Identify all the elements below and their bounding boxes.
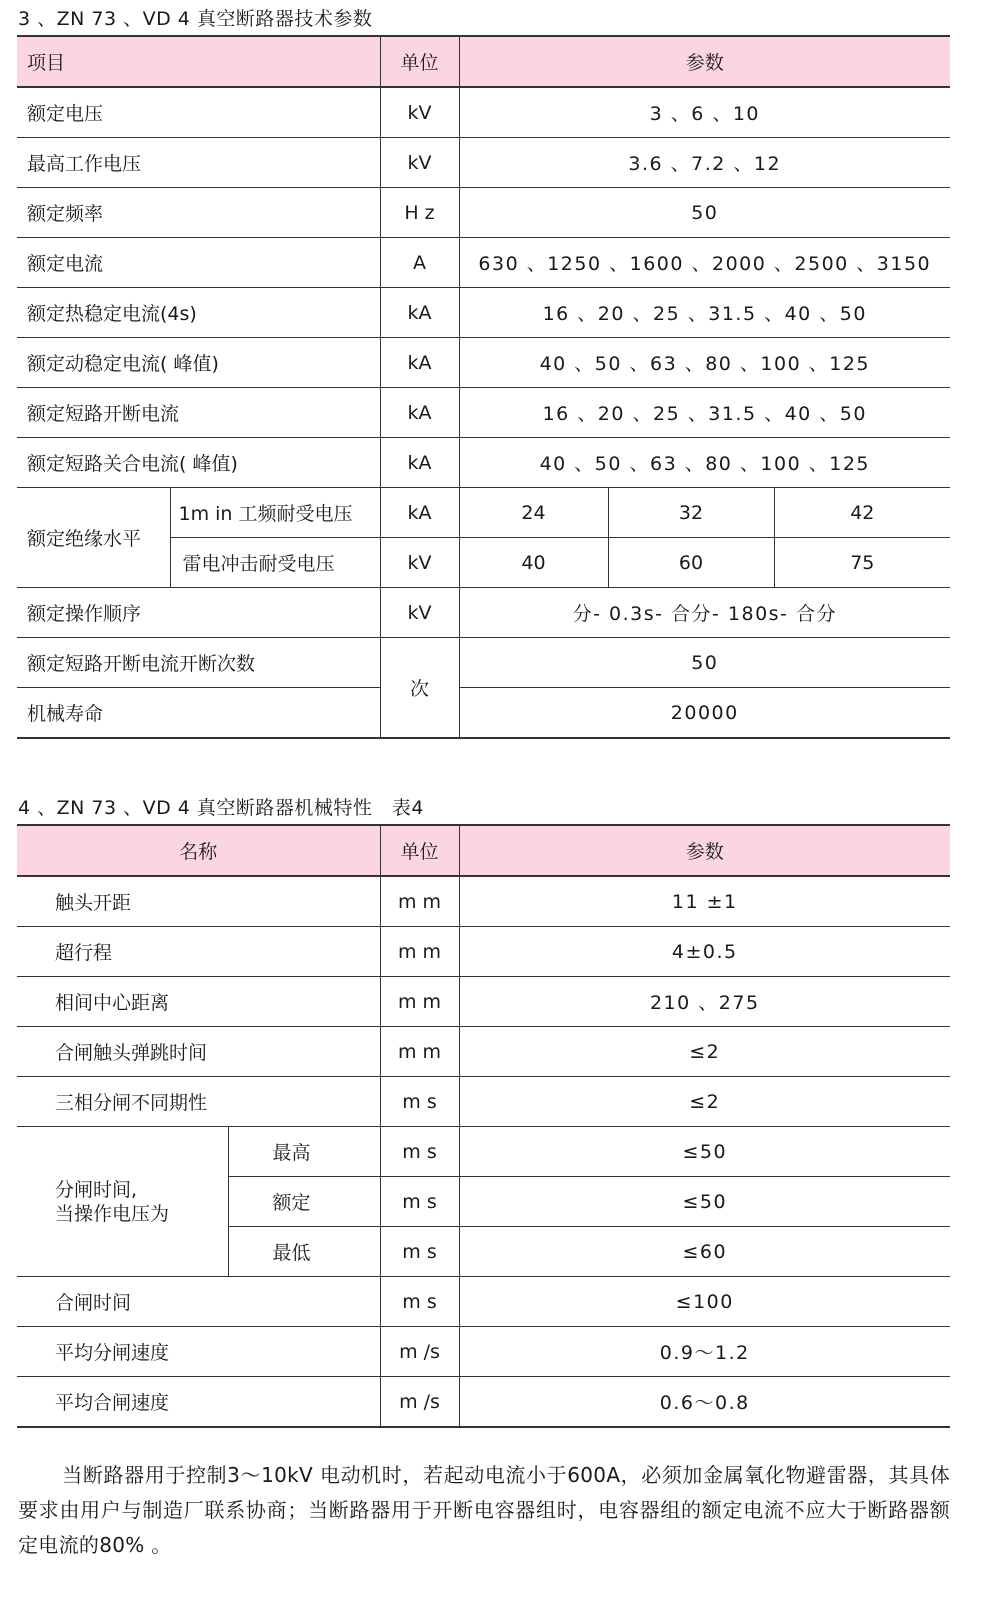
insulation-label: 额定绝缘水平	[17, 488, 170, 588]
row-unit: m s	[380, 1177, 459, 1227]
table-row	[17, 1027, 950, 1077]
table1-header-row	[17, 36, 950, 87]
table-row	[17, 876, 950, 927]
table-row	[17, 927, 950, 977]
row-param: 分- 0.3s- 合分- 180s- 合分	[459, 588, 950, 638]
row-unit: A	[380, 238, 459, 288]
row-unit: m s	[380, 1077, 459, 1127]
row-item: 额定短路关合电流( 峰值)	[17, 438, 380, 488]
row-unit: kA	[380, 438, 459, 488]
row-item: 额定电流	[17, 238, 380, 288]
row-param: 3 、6 、10	[459, 87, 950, 138]
row-param: ≤50	[459, 1177, 950, 1227]
header-name: 名称	[17, 825, 380, 876]
row-unit: kV	[380, 87, 459, 138]
technical-parameters-table	[17, 35, 950, 739]
header-param: 参数	[459, 36, 950, 87]
insulation-sub-unit: kV	[380, 538, 459, 588]
usage-note	[18, 1458, 950, 1563]
opening-time-label-text: 分闸时间, 当操作电压为	[55, 1178, 170, 1225]
table-row	[17, 338, 950, 388]
table1-title: 3 、ZN 73 、VD 4 真空断路器技术参数	[18, 8, 373, 30]
row-param: 16 、20 、25 、31.5 、40 、50	[459, 388, 950, 438]
table2-header-row	[17, 825, 950, 876]
row-item: 额定操作顺序	[17, 588, 380, 638]
row-unit: m m	[380, 1027, 459, 1077]
opening-sub-name: 额定	[228, 1177, 380, 1227]
insulation-value: 42	[774, 488, 950, 538]
row-name: 超行程	[17, 927, 380, 977]
note-text: 当断路器用于控制3～10kV 电动机时，若起动电流小于600A，必须加金属氧化物避雷器，其具体要求由用户与制造厂联系协商；当断路器用于开断电容器组时，电容器组的额定电流不应大于断路器额定电流的80% 。	[18, 1463, 950, 1557]
row-param: 50	[459, 638, 950, 688]
row-param: ≤60	[459, 1227, 950, 1277]
count-unit: 次	[380, 638, 459, 739]
row-item: 额定短路开断电流	[17, 388, 380, 438]
row-item: 额定电压	[17, 87, 380, 138]
insulation-value: 75	[774, 538, 950, 588]
header-param: 参数	[459, 825, 950, 876]
header-unit: 单位	[380, 825, 459, 876]
row-item: 额定热稳定电流(4s)	[17, 288, 380, 338]
insulation-value: 24	[459, 488, 608, 538]
row-unit: m /s	[380, 1377, 459, 1428]
row-unit: m m	[380, 977, 459, 1027]
table-row	[17, 1277, 950, 1327]
row-name: 触头开距	[17, 876, 380, 927]
table2-title: 4 、ZN 73 、VD 4 真空断路器机械特性 表4	[18, 797, 424, 819]
table-row	[17, 188, 950, 238]
table-row	[17, 588, 950, 638]
opening-sub-name: 最高	[228, 1127, 380, 1177]
insulation-sub-unit: kA	[380, 488, 459, 538]
row-unit: m /s	[380, 1327, 459, 1377]
row-param: 20000	[459, 688, 950, 739]
table-row	[17, 1327, 950, 1377]
row-unit: m s	[380, 1227, 459, 1277]
row-param: 16 、20 、25 、31.5 、40 、50	[459, 288, 950, 338]
row-name: 平均分闸速度	[17, 1327, 380, 1377]
table-row	[17, 238, 950, 288]
row-unit: m s	[380, 1277, 459, 1327]
row-param: ≤2	[459, 1077, 950, 1127]
table-row	[17, 388, 950, 438]
row-unit: kV	[380, 138, 459, 188]
row-item: 额定动稳定电流( 峰值)	[17, 338, 380, 388]
row-item: 额定短路开断电流开断次数	[17, 638, 380, 688]
row-param: ≤2	[459, 1027, 950, 1077]
row-param: 4±0.5	[459, 927, 950, 977]
row-param: 11 ±1	[459, 876, 950, 927]
table-row	[17, 1377, 950, 1428]
row-item: 机械寿命	[17, 688, 380, 739]
row-param: 40 、50 、63 、80 、100 、125	[459, 438, 950, 488]
row-unit: kV	[380, 588, 459, 638]
table-row	[17, 688, 950, 739]
row-unit: kA	[380, 338, 459, 388]
row-param: 3.6 、7.2 、12	[459, 138, 950, 188]
row-item: 最高工作电压	[17, 138, 380, 188]
row-item: 额定频率	[17, 188, 380, 238]
opening-time-label	[17, 1127, 228, 1277]
row-unit: m m	[380, 876, 459, 927]
table-row	[17, 488, 950, 538]
table-row	[17, 1077, 950, 1127]
row-name: 合闸时间	[17, 1277, 380, 1327]
row-param: ≤50	[459, 1127, 950, 1177]
row-name: 相间中心距离	[17, 977, 380, 1027]
header-unit: 单位	[380, 36, 459, 87]
table-row	[17, 1127, 950, 1177]
insulation-value: 60	[608, 538, 774, 588]
table-row	[17, 87, 950, 138]
table-row	[17, 438, 950, 488]
insulation-value: 32	[608, 488, 774, 538]
table-row	[17, 638, 950, 688]
table-row	[17, 288, 950, 338]
row-name: 平均合闸速度	[17, 1377, 380, 1428]
row-unit: m m	[380, 927, 459, 977]
table-row	[17, 138, 950, 188]
opening-sub-name: 最低	[228, 1227, 380, 1277]
row-param: 40 、50 、63 、80 、100 、125	[459, 338, 950, 388]
row-param: 0.6～0.8	[459, 1377, 950, 1428]
row-param: 0.9～1.2	[459, 1327, 950, 1377]
row-unit: kA	[380, 388, 459, 438]
row-name: 三相分闸不同期性	[17, 1077, 380, 1127]
row-param: ≤100	[459, 1277, 950, 1327]
row-param: 630 、1250 、1600 、2000 、2500 、3150	[459, 238, 950, 288]
row-unit: m s	[380, 1127, 459, 1177]
table-row	[17, 977, 950, 1027]
row-name: 合闸触头弹跳时间	[17, 1027, 380, 1077]
insulation-value: 40	[459, 538, 608, 588]
insulation-sub-name: 1m in 工频耐受电压	[170, 488, 380, 538]
row-unit: H z	[380, 188, 459, 238]
row-param: 50	[459, 188, 950, 238]
mechanical-characteristics-table	[17, 824, 950, 1428]
row-param: 210 、275	[459, 977, 950, 1027]
row-unit: kA	[380, 288, 459, 338]
insulation-sub-name: 雷电冲击耐受电压	[170, 538, 380, 588]
header-item: 项目	[17, 36, 380, 87]
